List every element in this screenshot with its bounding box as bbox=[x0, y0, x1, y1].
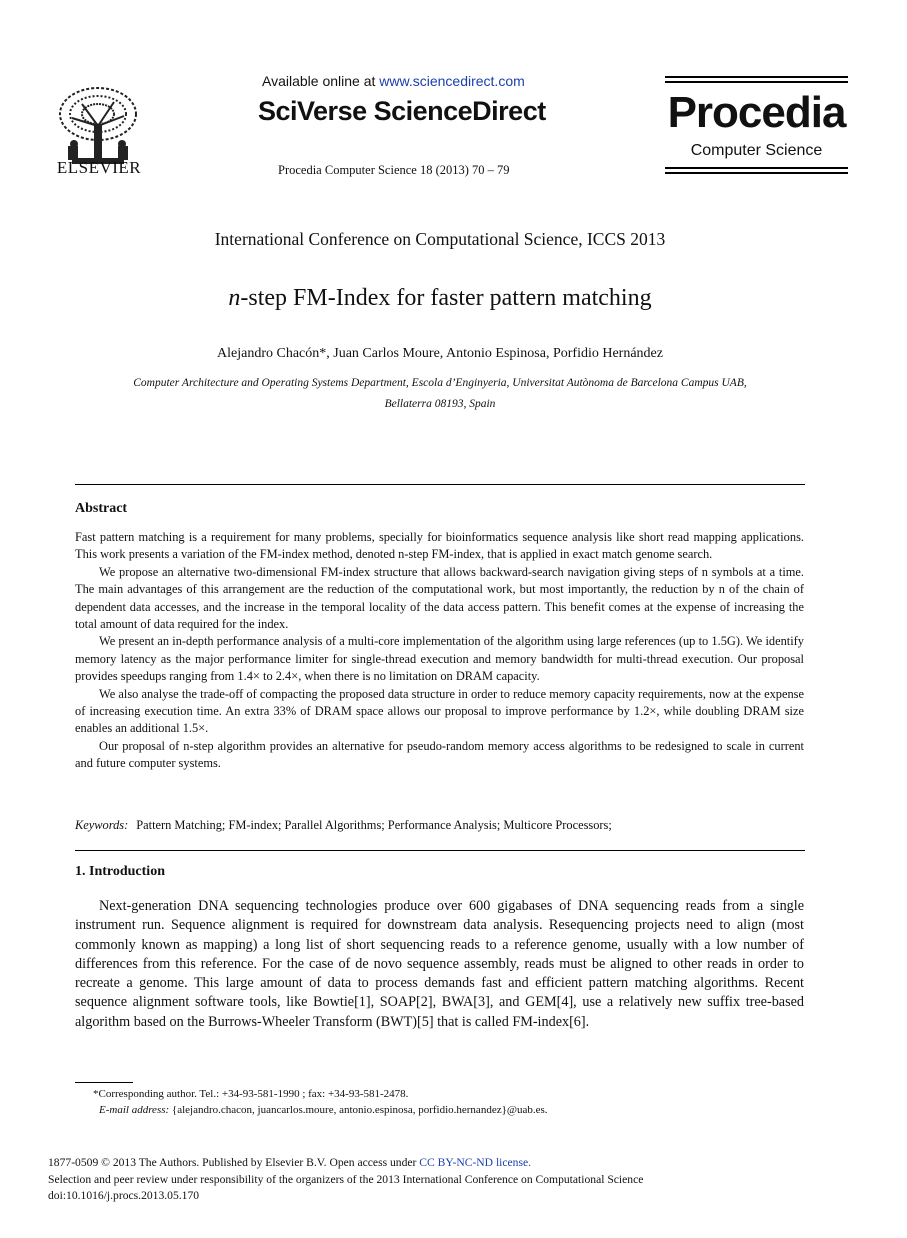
abstract-paragraph: We present an in-depth performance analysis of a multi-core implementation of the algorithm using large references (up to 1.5G). We identify memory latency as the major performance limiter for single-thread execution and memory bandwidth for multi-thread execution. Our proposal provides speedups ranging from 1.4× to 2.4×, when there is no limitation on DRAM capacity. bbox=[75, 634, 804, 684]
procedia-logo-subtitle: Computer Science bbox=[690, 142, 823, 159]
copyright-text: 1877-0509 © 2013 The Authors. Published by Elsevier B.V. Open access under bbox=[48, 1156, 420, 1169]
peer-review-line: Selection and peer review under responsibility of the organizers of the 2013 International Conference on Computational Science bbox=[48, 1172, 644, 1186]
abstract-paragraph: We also analyse the trade-off of compacting the proposed data structure in order to reduce memory capacity requirements, now at the expense of increasing execution time. An extra 33% of DRAM space allows our proposal to improve performance by 1.2×, while doubling DRAM size enables an additional 1.5×. bbox=[75, 686, 804, 736]
keywords-list: Pattern Matching; FM-index; Parallel Algorithms; Performance Analysis; Multicore Processors; bbox=[136, 818, 612, 832]
paper-title-rest: -step FM-Index for faster pattern matching bbox=[240, 285, 652, 311]
copyright-block bbox=[48, 1155, 848, 1205]
procedia-logo-title: Procedia bbox=[667, 88, 846, 137]
sciencedirect-link[interactable]: www.sciencedirect.com bbox=[379, 73, 525, 89]
email-addresses: {alejandro.chacon, juancarlos.moure, antonio.espinosa, porfidio.hernandez}@uab.es. bbox=[169, 1104, 548, 1116]
abstract-body bbox=[75, 529, 804, 773]
conference-name: International Conference on Computational Science, ICCS 2013 bbox=[214, 229, 666, 249]
abstract-bottom-rule bbox=[75, 850, 805, 851]
elsevier-wordmark: ELSEVIER bbox=[56, 158, 142, 177]
procedia-logo bbox=[665, 76, 848, 174]
abstract-paragraph: We propose an alternative two-dimensional FM-index structure that allows backward-search navigation giving steps of n symbols at a time. The main advantages of this arrangement are the reduction of the computational work, but most importantly, the reduction by n of the chain of dependent data accesses, and the increase in the temporal locality of the data access pattern. This benefit comes at the expense of increasing the total amount of data required for the index. bbox=[75, 564, 804, 632]
affiliation-line-2: Bellaterra 08193, Spain bbox=[384, 398, 496, 410]
journal-citation: Procedia Computer Science 18 (2013) 70 – 79 bbox=[278, 163, 510, 177]
abstract-top-rule bbox=[75, 484, 805, 485]
abstract-paragraph: Our proposal of n-step algorithm provides an alternative for pseudo-random memory access algorithms to be redesigned to scale in current and future computer systems. bbox=[75, 738, 804, 771]
affiliation-line-1: Computer Architecture and Operating Systems Department, Escola d’Enginyeria, Universitat Autònoma de Barcelona Campus UAB, bbox=[133, 377, 747, 389]
sciverse-logo: SciVerse ScienceDirect bbox=[258, 96, 546, 126]
keywords-line bbox=[75, 818, 804, 833]
author-list: Alejandro Chacón*, Juan Carlos Moure, Antonio Espinosa, Porfidio Hernández bbox=[217, 346, 663, 361]
email-note bbox=[99, 1104, 548, 1116]
paper-title bbox=[0, 285, 880, 312]
footnote-rule bbox=[75, 1082, 133, 1083]
doi-line: doi:10.1016/j.procs.2013.05.170 bbox=[48, 1189, 200, 1202]
introduction-heading: 1. Introduction bbox=[75, 864, 165, 879]
available-online-line bbox=[262, 73, 525, 89]
abstract-heading: Abstract bbox=[75, 501, 128, 516]
keywords-label: Keywords: bbox=[75, 818, 129, 832]
copyright-line bbox=[48, 1155, 848, 1172]
paper-title-italic: n bbox=[228, 285, 241, 311]
email-label: E-mail address: bbox=[99, 1104, 170, 1116]
introduction-body: Next-generation DNA sequencing technologies produce over 600 gigabases of DNA sequencing reads from a single instrument run. Sequence alignment is required for downstream data analysis. Resequencing projects need to align (most commonly known as mapping) a long list of short sequencing reads to a reference genome, usually with a low number of differences from this reference. For the case of de novo sequence assembly, reads must be aligned to other reads in order to recreate a genome. This large amount of data to process demands fast and efficient pattern matching algorithms. Recent sequence alignment software tools, like Bowtie[1], SOAP[2], BWA[3], and GEM[4], use a relatively new suffix tree-based algorithm based on the Burrows-Wheeler Transform (BWT)[5] that is called FM-index[6]. bbox=[75, 898, 804, 1030]
license-link[interactable]: CC BY-NC-ND license. bbox=[419, 1156, 532, 1169]
corresponding-author-note: *Corresponding author. Tel.: +34-93-581-1990 ; fax: +34-93-581-2478. bbox=[93, 1088, 409, 1100]
abstract-paragraph: Fast pattern matching is a requirement for many problems, specially for bioinformatics sequence analysis like short read mapping applications. This work presents a variation of the FM-index method, denoted n-step FM-index, that is applied in exact match genome search. bbox=[75, 530, 804, 562]
available-online-label: Available online at bbox=[262, 73, 380, 89]
